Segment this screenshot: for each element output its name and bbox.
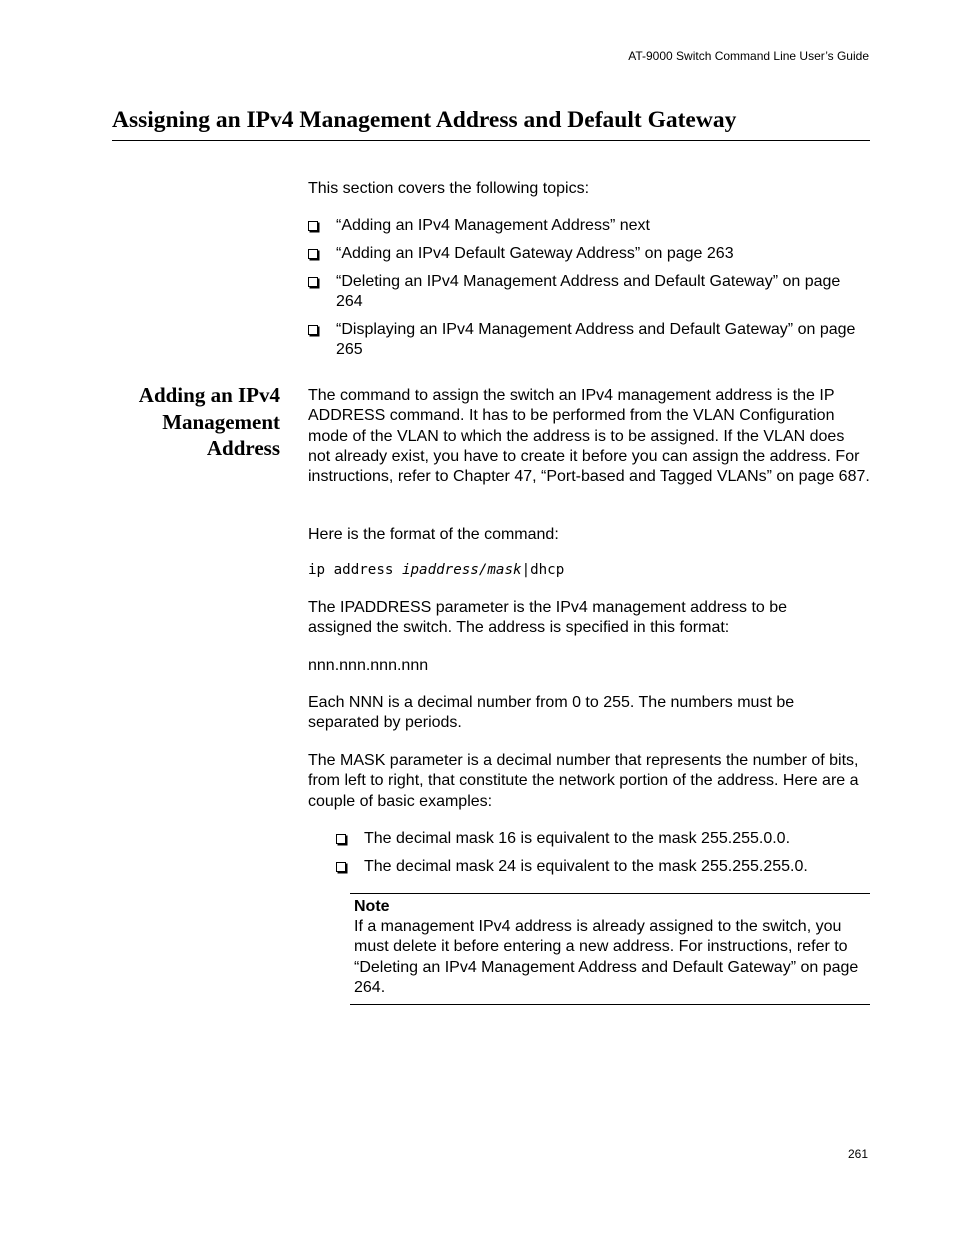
checkbox-bullet-icon <box>336 862 346 872</box>
checkbox-bullet-icon <box>336 834 346 844</box>
command-syntax <box>308 562 564 578</box>
example-list-item <box>336 857 866 877</box>
subsection-heading-line: Management <box>162 409 280 434</box>
paragraph: The command to assign the switch an IPv4 management address is the IP ADDRESS command. It has to be performed from the VLAN Configuration mode of the VLAN to which the address is to be assigned. If the VLAN does not already exist, you have to create it before you can assign the address. For instructions, refer to Chapter 47, “Port-based and Tagged VLANs” on page 687. <box>308 387 870 486</box>
paragraph: The IPADDRESS parameter is the IPv4 management address to be assigned the switch. The address is specified in this format: <box>308 599 788 637</box>
example-list-item <box>336 829 866 849</box>
checkbox-bullet-icon <box>308 325 318 335</box>
topic-link[interactable]: “Deleting an IPv4 Management Address and Default Gateway” on page 264 <box>336 273 841 311</box>
paragraph: Each NNN is a decimal number from 0 to 255. The numbers must be separated by periods. <box>308 694 795 732</box>
checkbox-bullet-icon <box>308 221 318 231</box>
address-format: nnn.nnn.nnn.nnn <box>308 657 429 674</box>
topic-link[interactable]: “Adding an IPv4 Management Address” next <box>336 217 650 234</box>
command-prefix: ip address <box>308 562 402 578</box>
subsection-heading-line: Adding an IPv4 <box>138 383 280 407</box>
topic-list-item <box>308 216 868 236</box>
checkbox-bullet-icon <box>308 249 318 259</box>
paragraph: Here is the format of the command: <box>308 526 559 543</box>
note-label: Note <box>354 898 390 915</box>
command-suffix: |dhcp <box>521 562 565 578</box>
paragraph: The MASK parameter is a decimal number that represents the number of bits, from left to right, that constitute the network portion of the address. Here are a couple of basic examples: <box>308 752 859 810</box>
example-text: The decimal mask 24 is equivalent to the mask 255.255.255.0. <box>364 858 808 875</box>
note-box <box>350 893 870 1005</box>
checkbox-bullet-icon <box>308 277 318 287</box>
section-title: Assigning an IPv4 Management Address and Default Gateway <box>112 107 737 133</box>
topic-list-item <box>308 244 868 264</box>
subsection-heading-line: Address <box>206 436 280 460</box>
command-parameter: ipaddress/mask <box>401 562 522 578</box>
topic-link[interactable]: “Adding an IPv4 Default Gateway Address” on page 263 <box>336 245 734 262</box>
page-number: 261 <box>847 1147 868 1161</box>
topic-list-item <box>308 320 868 361</box>
title-rule <box>112 140 870 141</box>
topic-link[interactable]: “Displaying an IPv4 Management Address and Default Gateway” on page 265 <box>336 321 856 359</box>
example-text: The decimal mask 16 is equivalent to the mask 255.255.0.0. <box>364 830 791 847</box>
topic-list-item <box>308 272 868 313</box>
intro-text: This section covers the following topics: <box>308 180 590 197</box>
running-header: AT-9000 Switch Command Line User’s Guide <box>628 49 869 63</box>
note-text: If a management IPv4 address is already assigned to the switch, you must delete it before entering a new address. For instructions, refer to “Deleting an IPv4 Management Address and Default Gateway” on page 264. <box>354 918 859 996</box>
subsection-heading <box>139 382 280 462</box>
